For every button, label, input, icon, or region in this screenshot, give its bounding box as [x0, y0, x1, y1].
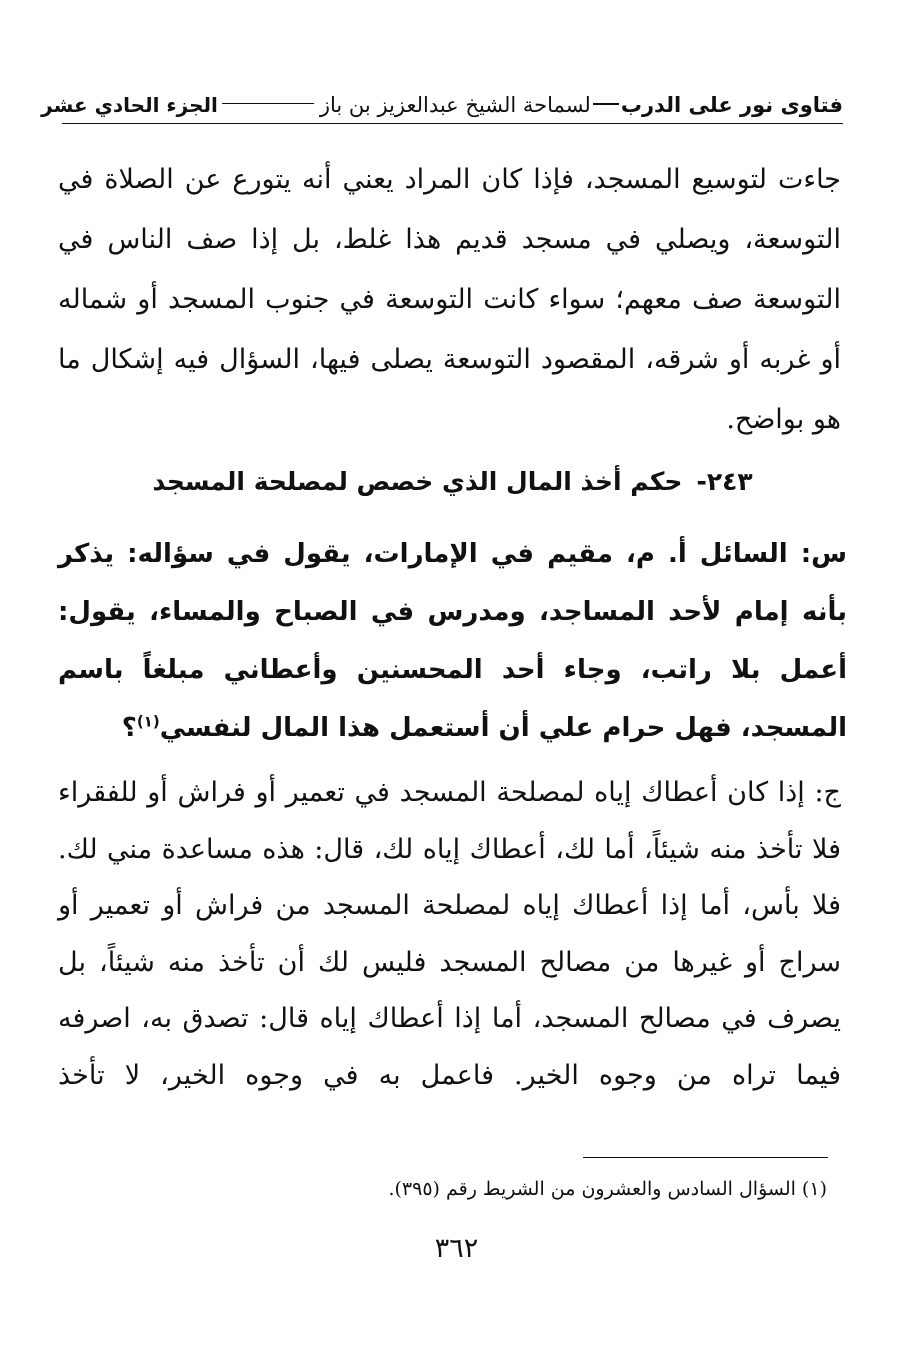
question-paragraph [58, 525, 847, 757]
author-credit: لسماحة الشيخ عبدالعزيز بن باز [319, 93, 591, 117]
question-text: س: السائل أ. م، مقيم في الإمارات، يقول في سؤاله: يذكر بأنه إمام لأحد المساجد، ومدرس في الصباح والمساء، يقول: أعمل بلا راتب، وجاء أحد المحسنين وأعطاني مبلغاً باسم المسجد، فهل حرام علي أن أستعمل هذا المال لنفسي [58, 539, 847, 743]
footnote-divider [583, 1157, 828, 1158]
header-rule [222, 103, 314, 104]
book-title: فتاوى نور على الدرب [620, 93, 843, 117]
running-header-title [218, 93, 843, 117]
footnote: (١) السؤال السادس والعشرون من الشريط رقم (٣٩٥). [388, 1178, 827, 1200]
section-number: ٢٤٣- [696, 467, 753, 496]
answer-paragraph: ج: إذا كان أعطاك إياه لمصلحة المسجد في تعمير أو فراش أو للفقراء فلا تأخذ منه شيئاً، أما لك، أعطاك إياه لك، قال: هذه مساعدة مني لك. فلا بأس، أما إذا أعطاك إياه لمصلحة المسجد من فراش أو تعمير أو سراج أو غيرها من مصالح المسجد فليس لك أن تأخذ منه شيئاً، بل يصرف في مصالح المسجد، أما إذا أعطاك إياه قال: تصدق به، اصرفه فيما تراه من وجوه الخير. فاعمل به في وجوه الخير، لا تأخذ [58, 777, 841, 1091]
body-paragraph: جاءت لتوسيع المسجد، فإذا كان المراد يعني أنه يتورع عن الصلاة في التوسعة، ويصلي في مسجد قديم هذا غلط، بل إذا صف الناس في التوسعة صف معهم؛ سواء كانت التوسعة في جنوب المسجد أو شماله أو غربه أو شرقه، المقصود التوسعة يصلى فيها، السؤال فيه إشكال ما هو بواضح. [58, 164, 841, 435]
section-heading [62, 462, 843, 502]
volume-label: الجزء الحادي عشر [41, 93, 218, 117]
page-number: ٣٦٢ [434, 1233, 479, 1264]
footnote-reference[interactable]: (١) [136, 712, 160, 731]
section-title: حكم أخذ المال الذي خصص لمصلحة المسجد [152, 467, 683, 496]
header-dash [593, 103, 619, 105]
running-header [41, 84, 843, 124]
question-mark: ؟ [121, 713, 137, 743]
